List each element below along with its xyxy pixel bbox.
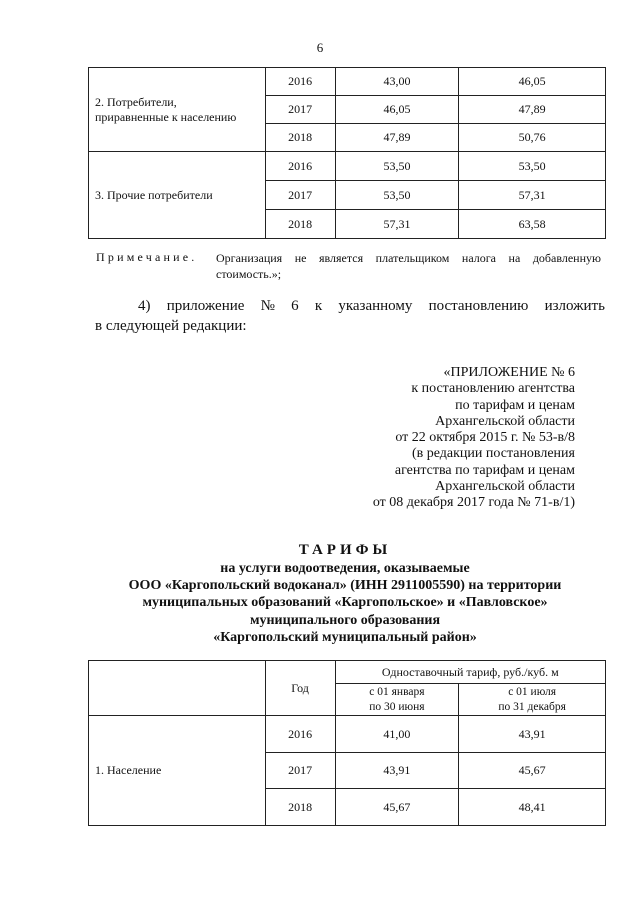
tariff-h2-cell: 63,58	[459, 210, 606, 239]
table-header-row	[89, 661, 606, 684]
year-cell: 2017	[265, 753, 335, 789]
year-cell: 2016	[265, 68, 335, 96]
consumer-category: 1. Население	[89, 716, 266, 826]
tariff-h2-cell: 53,50	[459, 152, 606, 181]
header-period-2: с 01 июля по 31 декабря	[459, 684, 606, 716]
tariff-table-continued	[88, 67, 606, 239]
consumer-category: 2. Потребители, приравненные к населению	[89, 68, 266, 152]
tariff-h1-cell: 43,91	[335, 753, 459, 789]
year-cell: 2016	[265, 716, 335, 753]
table-row	[89, 716, 606, 753]
header-period-1: с 01 января по 30 июня	[335, 684, 459, 716]
body-paragraph: 4) приложение № 6 к указанному постановлению изложить в следующей редакции:	[95, 298, 605, 334]
tariff-h1-cell: 43,00	[335, 68, 459, 96]
year-cell: 2018	[265, 789, 335, 826]
tariff-h1-cell: 47,89	[335, 124, 459, 152]
tariff-h1-cell: 41,00	[335, 716, 459, 753]
header-empty	[89, 661, 266, 716]
tariff-h1-cell: 53,50	[335, 152, 459, 181]
tariff-h2-cell: 45,67	[459, 753, 606, 789]
appendix-reference: «ПРИЛОЖЕНИЕ № 6 к постановлению агентства по тарифам и ценам Архангельской области от 22 октября 2015 г. № 53-в/8 (в редакции постановления агентства по тарифам и ценам Архангельской области от 08 декабря 2017 года № 71-в/1)	[372, 365, 575, 511]
header-year: Год	[265, 661, 335, 716]
tariff-h2-cell: 47,89	[459, 96, 606, 124]
year-cell: 2018	[265, 210, 335, 239]
title-heading: ТАРИФЫ	[298, 542, 392, 558]
tariff-h1-cell: 53,50	[335, 181, 459, 210]
consumer-category: 3. Прочие потребители	[89, 152, 266, 239]
page-number: 6	[316, 40, 324, 55]
tariffs-title: ТАРИФЫ на услуги водоотведения, оказываемые ООО «Каргопольский водоканал» (ИНН 2911005590) на территории муниципальных образований «Каргопольское» и «Павловское» муниципального образования «Каргопольский муниципальный район»	[60, 540, 630, 646]
year-cell: 2017	[265, 181, 335, 210]
tariff-h2-cell: 57,31	[459, 181, 606, 210]
tariff-h2-cell: 48,41	[459, 789, 606, 826]
tariff-h2-cell: 50,76	[459, 124, 606, 152]
year-cell: 2018	[265, 124, 335, 152]
note-text: Организация не является плательщиком налога на добавленную стоимость.»;	[216, 251, 601, 281]
year-cell: 2016	[265, 152, 335, 181]
tariff-h1-cell: 45,67	[335, 789, 459, 826]
table-row	[89, 152, 606, 181]
table-row	[89, 68, 606, 96]
year-cell: 2017	[265, 96, 335, 124]
tariff-h2-cell: 43,91	[459, 716, 606, 753]
header-tariff: Одноставочный тариф, руб./куб. м	[335, 661, 605, 684]
tariff-h1-cell: 46,05	[335, 96, 459, 124]
note-label: Примечание.	[96, 250, 198, 264]
tariff-h2-cell: 46,05	[459, 68, 606, 96]
tariff-table	[88, 660, 606, 826]
tariff-h1-cell: 57,31	[335, 210, 459, 239]
